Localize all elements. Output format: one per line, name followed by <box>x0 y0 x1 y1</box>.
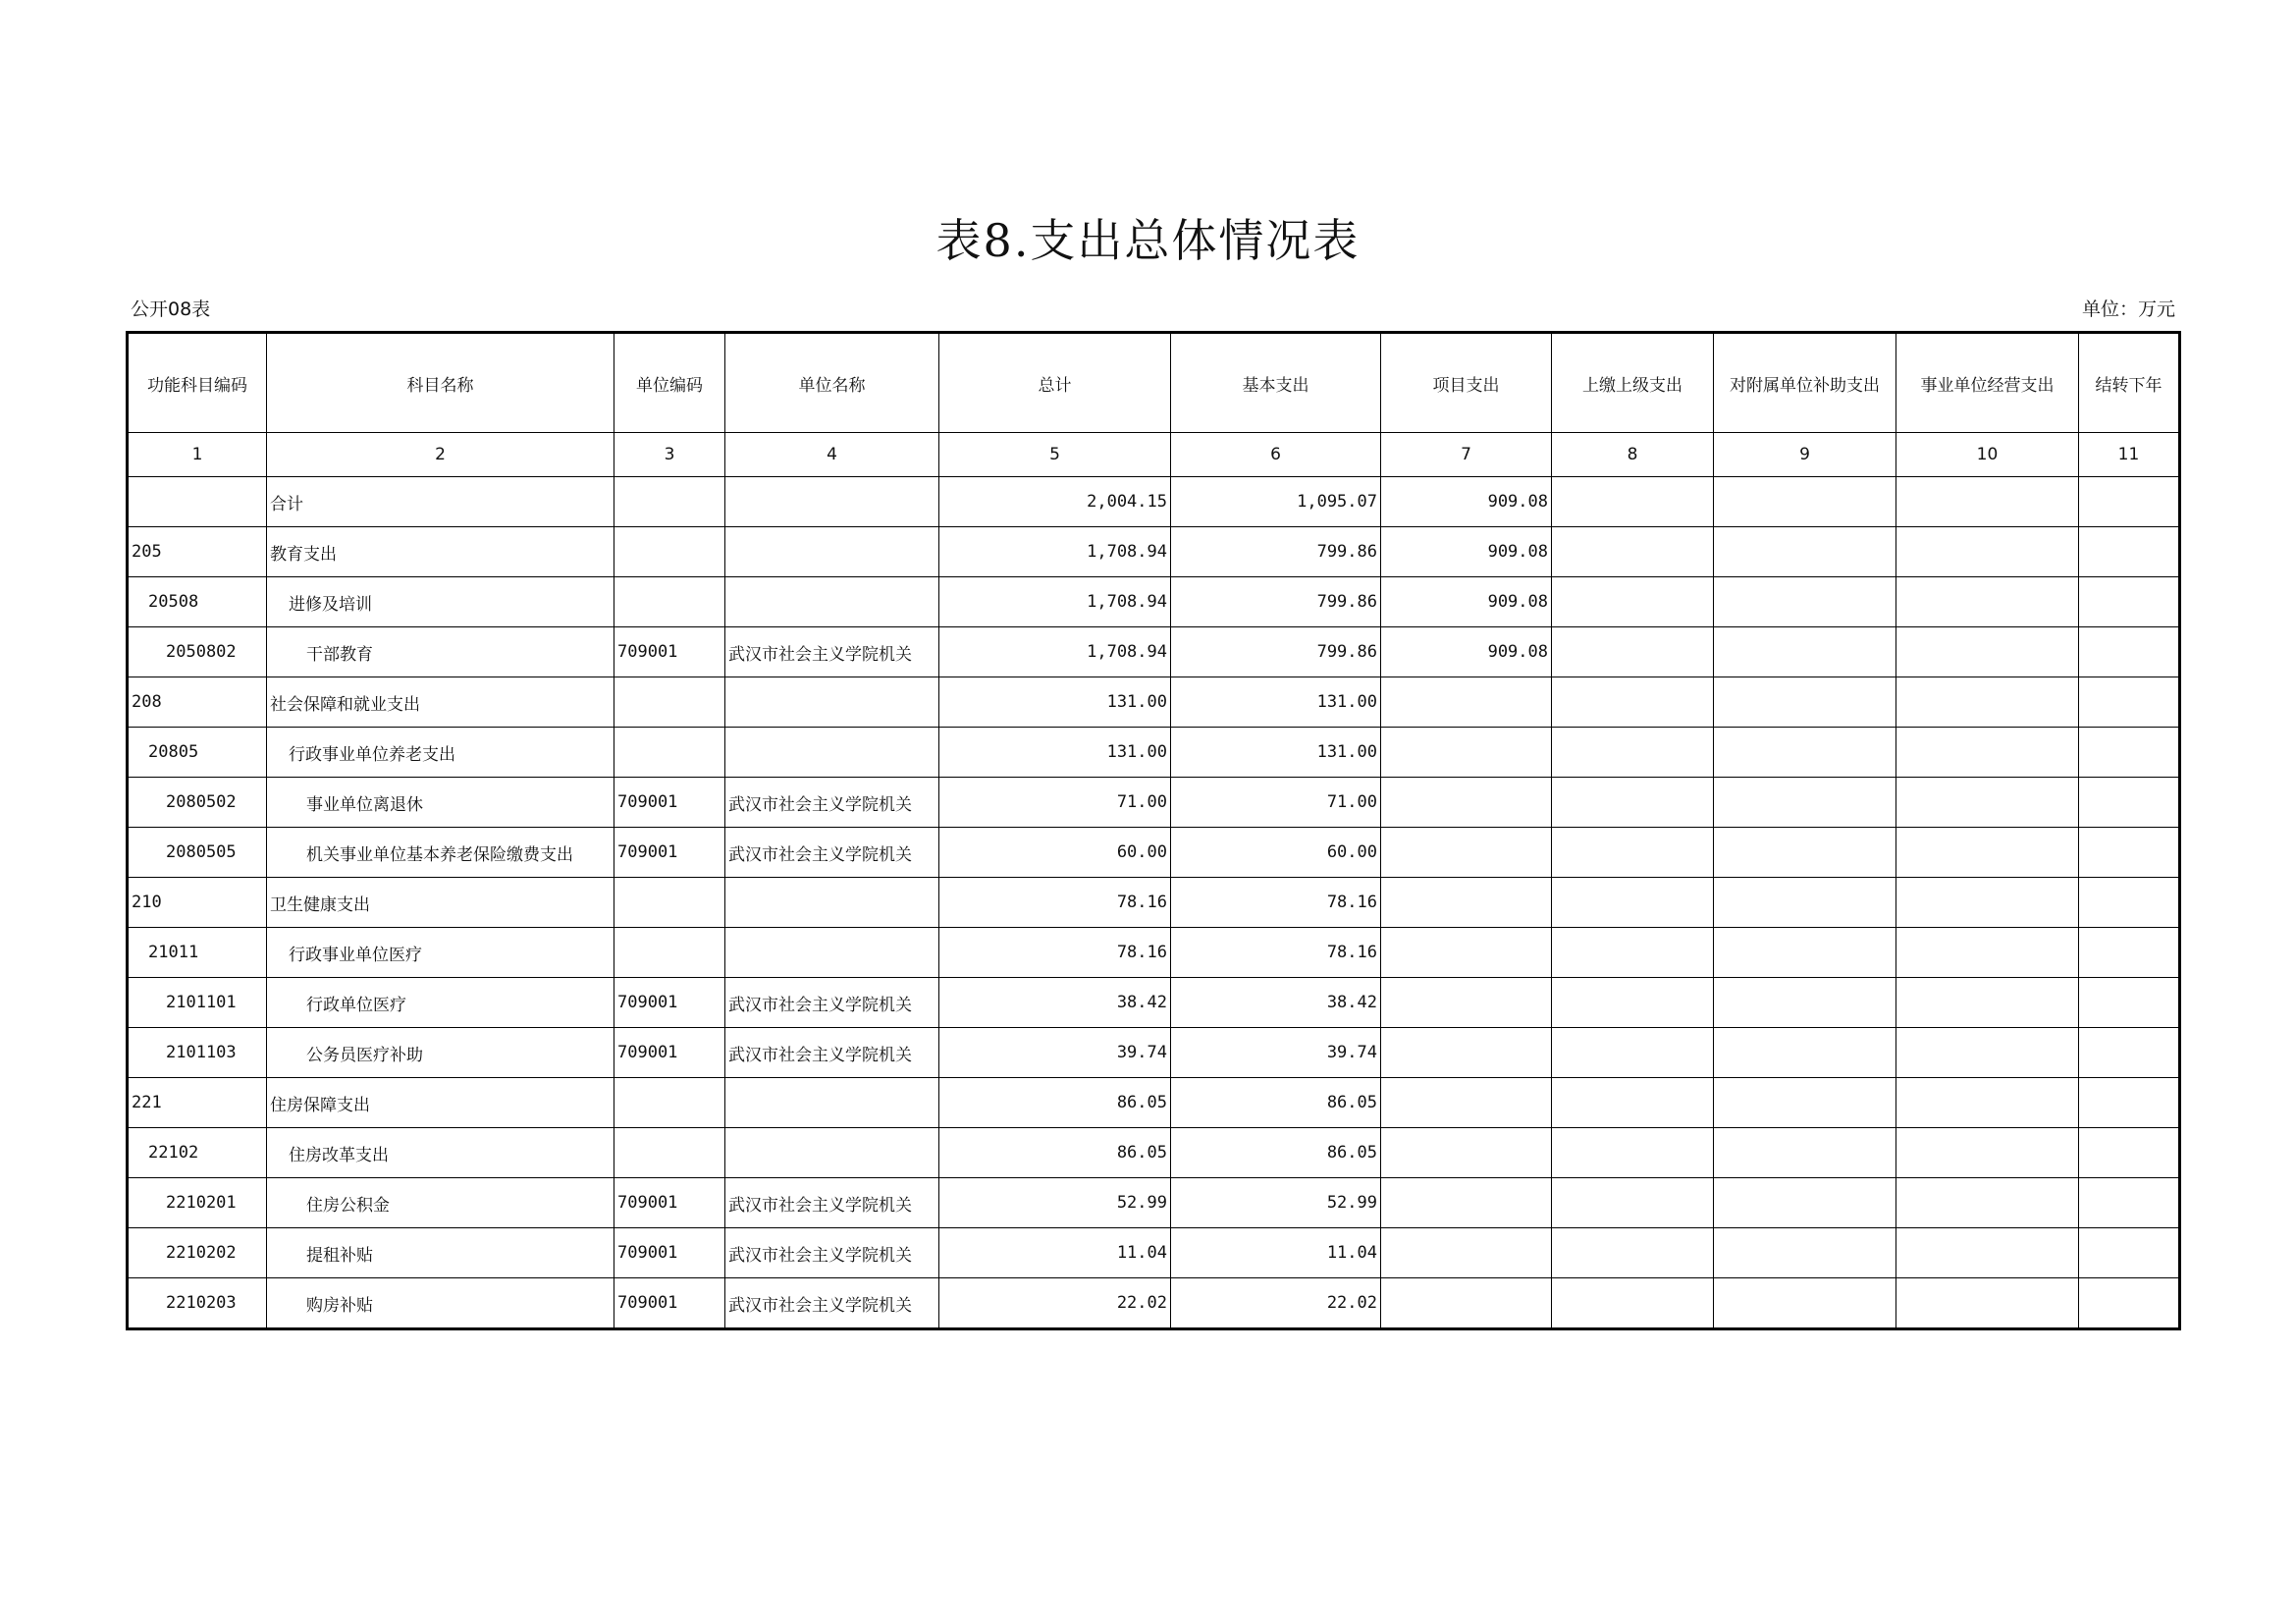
business-operation-cell <box>1896 828 2079 878</box>
subsidiary-subsidy-cell <box>1714 1078 1896 1128</box>
project-expenditure-cell: 909.08 <box>1381 627 1552 677</box>
unit-code-cell <box>614 728 725 778</box>
remit-superior-cell <box>1552 677 1714 728</box>
carryover-cell <box>2079 978 2180 1028</box>
column-header: 对附属单位补助支出 <box>1714 333 1896 433</box>
remit-superior-cell <box>1552 477 1714 527</box>
carryover-cell <box>2079 577 2180 627</box>
subject-name-cell: 事业单位离退休 <box>267 778 614 828</box>
subject-name-cell: 购房补贴 <box>267 1278 614 1329</box>
business-operation-cell <box>1896 1228 2079 1278</box>
carryover-cell <box>2079 1078 2180 1128</box>
column-index: 11 <box>2079 433 2180 477</box>
basic-expenditure-cell: 52.99 <box>1171 1178 1381 1228</box>
subsidiary-subsidy-cell <box>1714 1278 1896 1329</box>
basic-expenditure-cell: 86.05 <box>1171 1078 1381 1128</box>
subject-code-cell: 2080505 <box>128 828 267 878</box>
unit-code-cell <box>614 477 725 527</box>
header-row <box>128 333 2180 433</box>
subsidiary-subsidy-cell <box>1714 577 1896 627</box>
column-header: 事业单位经营支出 <box>1896 333 2079 433</box>
unit-code-cell <box>614 1128 725 1178</box>
table-row <box>128 1128 2180 1178</box>
subject-name-cell: 行政事业单位养老支出 <box>267 728 614 778</box>
carryover-cell <box>2079 1028 2180 1078</box>
basic-expenditure-cell: 60.00 <box>1171 828 1381 878</box>
carryover-cell <box>2079 1178 2180 1228</box>
unit-name-cell: 武汉市社会主义学院机关 <box>725 978 939 1028</box>
basic-expenditure-cell: 131.00 <box>1171 677 1381 728</box>
column-header: 功能科目编码 <box>128 333 267 433</box>
subsidiary-subsidy-cell <box>1714 728 1896 778</box>
project-expenditure-cell <box>1381 828 1552 878</box>
unit-name-cell: 武汉市社会主义学院机关 <box>725 627 939 677</box>
carryover-cell <box>2079 778 2180 828</box>
unit-name-cell <box>725 878 939 928</box>
total-cell: 52.99 <box>939 1178 1171 1228</box>
table-row <box>128 677 2180 728</box>
unit-name-cell: 武汉市社会主义学院机关 <box>725 1278 939 1329</box>
subject-code-cell: 205 <box>128 527 267 577</box>
subject-code-cell: 2210202 <box>128 1228 267 1278</box>
project-expenditure-cell <box>1381 1128 1552 1178</box>
unit-name-cell <box>725 477 939 527</box>
remit-superior-cell <box>1552 1028 1714 1078</box>
unit-name-cell <box>725 527 939 577</box>
business-operation-cell <box>1896 878 2079 928</box>
total-cell: 1,708.94 <box>939 627 1171 677</box>
business-operation-cell <box>1896 1128 2079 1178</box>
subject-code-cell: 22102 <box>128 1128 267 1178</box>
column-header: 总计 <box>939 333 1171 433</box>
subject-name-cell: 机关事业单位基本养老保险缴费支出 <box>267 828 614 878</box>
carryover-cell <box>2079 627 2180 677</box>
column-index: 6 <box>1171 433 1381 477</box>
subject-name-cell: 社会保障和就业支出 <box>267 677 614 728</box>
total-cell: 86.05 <box>939 1078 1171 1128</box>
subject-code-cell: 221 <box>128 1078 267 1128</box>
subject-code-cell: 2050802 <box>128 627 267 677</box>
business-operation-cell <box>1896 778 2079 828</box>
unit-code-cell: 709001 <box>614 828 725 878</box>
subject-code-cell: 210 <box>128 878 267 928</box>
total-cell: 1,708.94 <box>939 527 1171 577</box>
carryover-cell <box>2079 728 2180 778</box>
basic-expenditure-cell: 78.16 <box>1171 928 1381 978</box>
project-expenditure-cell <box>1381 1078 1552 1128</box>
subject-name-cell: 合计 <box>267 477 614 527</box>
table-row <box>128 477 2180 527</box>
basic-expenditure-cell: 38.42 <box>1171 978 1381 1028</box>
subsidiary-subsidy-cell <box>1714 828 1896 878</box>
carryover-cell <box>2079 928 2180 978</box>
unit-name-cell <box>725 677 939 728</box>
business-operation-cell <box>1896 1278 2079 1329</box>
subject-name-cell: 干部教育 <box>267 627 614 677</box>
subsidiary-subsidy-cell <box>1714 978 1896 1028</box>
subject-name-cell: 行政单位医疗 <box>267 978 614 1028</box>
basic-expenditure-cell: 71.00 <box>1171 778 1381 828</box>
column-index: 5 <box>939 433 1171 477</box>
project-expenditure-cell: 909.08 <box>1381 527 1552 577</box>
business-operation-cell <box>1896 577 2079 627</box>
unit-name-cell <box>725 577 939 627</box>
column-header: 科目名称 <box>267 333 614 433</box>
carryover-cell <box>2079 1278 2180 1329</box>
subsidiary-subsidy-cell <box>1714 928 1896 978</box>
total-cell: 78.16 <box>939 928 1171 978</box>
project-expenditure-cell <box>1381 978 1552 1028</box>
subsidiary-subsidy-cell <box>1714 878 1896 928</box>
subsidiary-subsidy-cell <box>1714 527 1896 577</box>
total-cell: 22.02 <box>939 1278 1171 1329</box>
remit-superior-cell <box>1552 627 1714 677</box>
subject-code-cell: 20508 <box>128 577 267 627</box>
column-header: 项目支出 <box>1381 333 1552 433</box>
total-cell: 39.74 <box>939 1028 1171 1078</box>
column-index: 3 <box>614 433 725 477</box>
expenditure-table <box>126 331 2181 1330</box>
total-cell: 38.42 <box>939 978 1171 1028</box>
table-row <box>128 878 2180 928</box>
column-index: 7 <box>1381 433 1552 477</box>
total-cell: 131.00 <box>939 728 1171 778</box>
subject-code-cell <box>128 477 267 527</box>
unit-code-cell <box>614 928 725 978</box>
subject-code-cell: 2210201 <box>128 1178 267 1228</box>
carryover-cell <box>2079 677 2180 728</box>
total-cell: 131.00 <box>939 677 1171 728</box>
subject-code-cell: 2210203 <box>128 1278 267 1329</box>
unit-name-cell <box>725 1078 939 1128</box>
subject-name-cell: 住房改革支出 <box>267 1128 614 1178</box>
carryover-cell <box>2079 527 2180 577</box>
total-cell: 71.00 <box>939 778 1171 828</box>
form-number: 公开08表 <box>131 298 211 320</box>
page-title: 表8.支出总体情况表 <box>935 214 1361 267</box>
total-cell: 11.04 <box>939 1228 1171 1278</box>
column-index-row <box>128 433 2180 477</box>
subject-name-cell: 进修及培训 <box>267 577 614 627</box>
unit-code-cell: 709001 <box>614 978 725 1028</box>
total-cell: 86.05 <box>939 1128 1171 1178</box>
subsidiary-subsidy-cell <box>1714 1028 1896 1078</box>
remit-superior-cell <box>1552 978 1714 1028</box>
basic-expenditure-cell: 78.16 <box>1171 878 1381 928</box>
column-index: 10 <box>1896 433 2079 477</box>
remit-superior-cell <box>1552 527 1714 577</box>
unit-code-cell: 709001 <box>614 1278 725 1329</box>
business-operation-cell <box>1896 728 2079 778</box>
basic-expenditure-cell: 799.86 <box>1171 527 1381 577</box>
subsidiary-subsidy-cell <box>1714 1128 1896 1178</box>
subject-code-cell: 208 <box>128 677 267 728</box>
unit-code-cell <box>614 677 725 728</box>
unit-code-cell: 709001 <box>614 1028 725 1078</box>
subject-name-cell: 住房公积金 <box>267 1178 614 1228</box>
unit-name-cell <box>725 728 939 778</box>
unit-code-cell: 709001 <box>614 1228 725 1278</box>
table-row <box>128 1228 2180 1278</box>
table-row <box>128 978 2180 1028</box>
project-expenditure-cell <box>1381 1178 1552 1228</box>
table-row <box>128 1178 2180 1228</box>
table-row <box>128 1078 2180 1128</box>
column-index: 2 <box>267 433 614 477</box>
table-row <box>128 828 2180 878</box>
remit-superior-cell <box>1552 828 1714 878</box>
basic-expenditure-cell: 11.04 <box>1171 1228 1381 1278</box>
carryover-cell <box>2079 1128 2180 1178</box>
basic-expenditure-cell: 39.74 <box>1171 1028 1381 1078</box>
unit-code-cell: 709001 <box>614 1178 725 1228</box>
basic-expenditure-cell: 799.86 <box>1171 627 1381 677</box>
remit-superior-cell <box>1552 778 1714 828</box>
total-cell: 60.00 <box>939 828 1171 878</box>
business-operation-cell <box>1896 477 2079 527</box>
subject-code-cell: 2101101 <box>128 978 267 1028</box>
column-index: 8 <box>1552 433 1714 477</box>
column-header: 基本支出 <box>1171 333 1381 433</box>
remit-superior-cell <box>1552 928 1714 978</box>
unit-code-cell: 709001 <box>614 778 725 828</box>
total-cell: 1,708.94 <box>939 577 1171 627</box>
table-row <box>128 1278 2180 1329</box>
table-row <box>128 577 2180 627</box>
subject-name-cell: 住房保障支出 <box>267 1078 614 1128</box>
business-operation-cell <box>1896 627 2079 677</box>
carryover-cell <box>2079 1228 2180 1278</box>
unit-code-cell <box>614 577 725 627</box>
column-index: 4 <box>725 433 939 477</box>
column-header: 上缴上级支出 <box>1552 333 1714 433</box>
subject-name-cell: 提租补贴 <box>267 1228 614 1278</box>
remit-superior-cell <box>1552 728 1714 778</box>
remit-superior-cell <box>1552 1278 1714 1329</box>
subsidiary-subsidy-cell <box>1714 1228 1896 1278</box>
remit-superior-cell <box>1552 1128 1714 1178</box>
subject-code-cell: 2101103 <box>128 1028 267 1078</box>
table-row <box>128 928 2180 978</box>
table-row <box>128 527 2180 577</box>
subsidiary-subsidy-cell <box>1714 778 1896 828</box>
project-expenditure-cell <box>1381 728 1552 778</box>
unit-code-cell <box>614 878 725 928</box>
project-expenditure-cell <box>1381 928 1552 978</box>
unit-code-cell <box>614 527 725 577</box>
table-body <box>128 477 2180 1329</box>
table-row <box>128 728 2180 778</box>
column-index: 9 <box>1714 433 1896 477</box>
remit-superior-cell <box>1552 1078 1714 1128</box>
subject-code-cell: 20805 <box>128 728 267 778</box>
business-operation-cell <box>1896 978 2079 1028</box>
unit-name-cell: 武汉市社会主义学院机关 <box>725 1178 939 1228</box>
project-expenditure-cell <box>1381 778 1552 828</box>
project-expenditure-cell <box>1381 1278 1552 1329</box>
unit-code-cell <box>614 1078 725 1128</box>
remit-superior-cell <box>1552 1178 1714 1228</box>
unit-name-cell: 武汉市社会主义学院机关 <box>725 828 939 878</box>
business-operation-cell <box>1896 677 2079 728</box>
unit-name-cell <box>725 1128 939 1178</box>
unit-label: 单位：万元 <box>2081 298 2175 320</box>
table-row <box>128 1028 2180 1078</box>
business-operation-cell <box>1896 928 2079 978</box>
basic-expenditure-cell: 131.00 <box>1171 728 1381 778</box>
subject-name-cell: 卫生健康支出 <box>267 878 614 928</box>
basic-expenditure-cell: 22.02 <box>1171 1278 1381 1329</box>
column-header: 结转下年 <box>2079 333 2180 433</box>
table-row <box>128 627 2180 677</box>
table-row <box>128 778 2180 828</box>
carryover-cell <box>2079 828 2180 878</box>
project-expenditure-cell <box>1381 878 1552 928</box>
project-expenditure-cell: 909.08 <box>1381 577 1552 627</box>
unit-name-cell: 武汉市社会主义学院机关 <box>725 778 939 828</box>
subject-name-cell: 行政事业单位医疗 <box>267 928 614 978</box>
basic-expenditure-cell: 1,095.07 <box>1171 477 1381 527</box>
project-expenditure-cell <box>1381 1028 1552 1078</box>
column-header: 单位编码 <box>614 333 725 433</box>
basic-expenditure-cell: 799.86 <box>1171 577 1381 627</box>
unit-code-cell: 709001 <box>614 627 725 677</box>
subject-name-cell: 公务员医疗补助 <box>267 1028 614 1078</box>
carryover-cell <box>2079 477 2180 527</box>
project-expenditure-cell <box>1381 1228 1552 1278</box>
subject-code-cell: 2080502 <box>128 778 267 828</box>
total-cell: 2,004.15 <box>939 477 1171 527</box>
subject-name-cell: 教育支出 <box>267 527 614 577</box>
subsidiary-subsidy-cell <box>1714 477 1896 527</box>
project-expenditure-cell <box>1381 677 1552 728</box>
subsidiary-subsidy-cell <box>1714 1178 1896 1228</box>
subsidiary-subsidy-cell <box>1714 627 1896 677</box>
unit-name-cell <box>725 928 939 978</box>
project-expenditure-cell: 909.08 <box>1381 477 1552 527</box>
carryover-cell <box>2079 878 2180 928</box>
column-index: 1 <box>128 433 267 477</box>
business-operation-cell <box>1896 1078 2079 1128</box>
total-cell: 78.16 <box>939 878 1171 928</box>
remit-superior-cell <box>1552 577 1714 627</box>
basic-expenditure-cell: 86.05 <box>1171 1128 1381 1178</box>
business-operation-cell <box>1896 1028 2079 1078</box>
unit-name-cell: 武汉市社会主义学院机关 <box>725 1028 939 1078</box>
column-header: 单位名称 <box>725 333 939 433</box>
business-operation-cell <box>1896 527 2079 577</box>
unit-name-cell: 武汉市社会主义学院机关 <box>725 1228 939 1278</box>
remit-superior-cell <box>1552 878 1714 928</box>
remit-superior-cell <box>1552 1228 1714 1278</box>
subsidiary-subsidy-cell <box>1714 677 1896 728</box>
subject-code-cell: 21011 <box>128 928 267 978</box>
business-operation-cell <box>1896 1178 2079 1228</box>
